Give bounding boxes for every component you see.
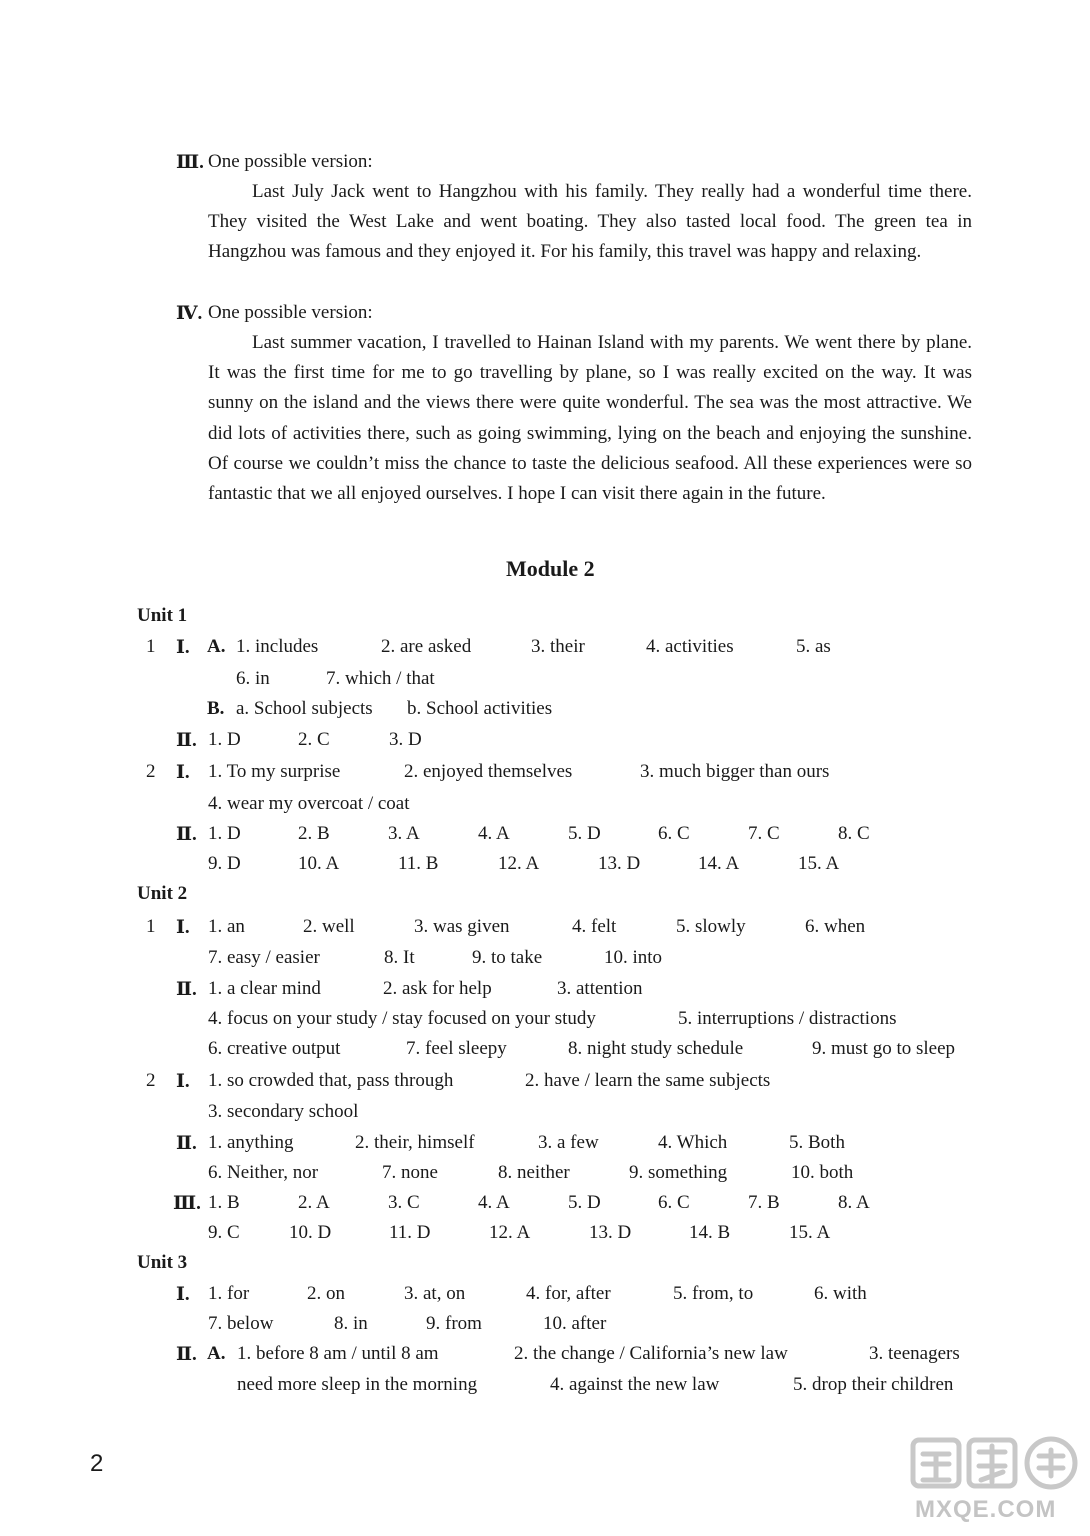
- answer-item: 5. as: [796, 636, 831, 657]
- answer-item: 10. into: [604, 947, 663, 968]
- answer-item: 4. for, after: [526, 1283, 611, 1304]
- answer-item: 1. so crowded that, pass through: [208, 1070, 454, 1091]
- answer-item: 2. enjoyed themselves: [404, 761, 573, 782]
- subpart-label: B.: [207, 698, 225, 719]
- answer-item: 10. both: [791, 1162, 854, 1183]
- answer-item: 7. feel sleepy: [406, 1038, 507, 1059]
- answer-item: 7. none: [382, 1162, 438, 1183]
- part-label: Ⅱ.: [176, 730, 197, 751]
- answer-item: 7. which / that: [326, 668, 435, 689]
- section-heading: One possible version:: [208, 151, 373, 172]
- answer-item: 8. A: [838, 1192, 870, 1213]
- answer-item: 1. To my surprise: [208, 761, 341, 782]
- part-label: Ⅱ.: [176, 1133, 197, 1154]
- part-label: Ⅱ.: [176, 979, 197, 1000]
- answer-item: 15. A: [798, 853, 840, 874]
- module-title: Module 2: [506, 556, 595, 581]
- answer-item: 11. B: [398, 853, 439, 874]
- answer-item: 1. D: [208, 823, 241, 844]
- part-label: Ⅲ.: [173, 1193, 201, 1214]
- answer-item: 5. slowly: [676, 916, 746, 937]
- answer-item: 14. A: [698, 853, 740, 874]
- answer-item: 4. felt: [572, 916, 617, 937]
- answer-item: 1. D: [208, 729, 241, 750]
- answer-item: 1. an: [208, 916, 245, 937]
- part-label: Ⅰ.: [176, 917, 190, 938]
- answer-item: 7. below: [208, 1313, 274, 1334]
- answer-item: 1. a clear mind: [208, 978, 321, 999]
- answer-item: 4. A: [478, 823, 510, 844]
- answer-item: 6. with: [814, 1283, 867, 1304]
- answer-item: 5. D: [568, 1192, 601, 1213]
- watermark-graphic: [905, 1432, 1083, 1494]
- answer-item: 2. their, himself: [355, 1132, 475, 1153]
- answer-item: 2. ask for help: [383, 978, 492, 999]
- answer-item: 6. when: [805, 916, 866, 937]
- answer-item: 13. D: [598, 853, 641, 874]
- answer-item: 9. C: [208, 1222, 240, 1243]
- answer-item: 3. at, on: [404, 1283, 466, 1304]
- unit-heading: Unit 3: [137, 1252, 188, 1273]
- answer-item: 10. A: [298, 853, 340, 874]
- answer-item: 8. neither: [498, 1162, 570, 1183]
- answer-item: 1. B: [208, 1192, 240, 1213]
- answer-item: 2. C: [298, 729, 330, 750]
- answer-item: 1. includes: [236, 636, 319, 657]
- answer-item: 4. Which: [658, 1132, 728, 1153]
- answer-item: 9. to take: [472, 947, 543, 968]
- answer-item: 9. must go to sleep: [812, 1038, 956, 1059]
- answer-item: 2. well: [303, 916, 355, 937]
- answer-item: 3. secondary school: [208, 1101, 359, 1122]
- section-heading: One possible version:: [208, 302, 373, 323]
- subpart-label: A.: [207, 1343, 226, 1364]
- subpart-label: A.: [207, 636, 226, 657]
- answer-item: 8. night study schedule: [568, 1038, 744, 1059]
- watermark-text: MXQE.COM: [915, 1496, 1057, 1523]
- exercise-number: 2: [146, 761, 156, 782]
- part-label: Ⅰ.: [176, 1284, 190, 1305]
- answer-item: 6. creative output: [208, 1038, 341, 1059]
- answer-item: 5. D: [568, 823, 601, 844]
- answer-item: 12. A: [489, 1222, 531, 1243]
- answer-item: 15. A: [789, 1222, 831, 1243]
- answer-item: 3. their: [531, 636, 585, 657]
- answer-item: 3. much bigger than ours: [640, 761, 830, 782]
- answer-item: 6. Neither, nor: [208, 1162, 319, 1183]
- answer-item: 3. C: [388, 1192, 420, 1213]
- answer-item: 3. attention: [557, 978, 643, 999]
- answer-item: 6. C: [658, 1192, 690, 1213]
- answer-item: 14. B: [689, 1222, 731, 1243]
- answer-item: 4. focus on your study / stay focused on your study: [208, 1008, 596, 1029]
- part-label: Ⅰ.: [176, 762, 190, 783]
- part-label: Ⅰ.: [176, 637, 190, 658]
- answer-item: 8. C: [838, 823, 870, 844]
- answer-item: 10. after: [543, 1313, 607, 1334]
- answer-item: 8. It: [384, 947, 415, 968]
- answer-item: 2. have / learn the same subjects: [525, 1070, 771, 1091]
- answer-item: 1. before 8 am / until 8 am: [237, 1343, 439, 1364]
- answer-item: 9. from: [426, 1313, 482, 1334]
- essay-paragraph: Last summer vacation, I travelled to Hainan Island with my parents. We went there by plane. It was the first time for me to go travelling by plane, so I was really excited on the way. It was sunny on the island and the views there were quite wonderful. The sea was the most attractive. We did lots of activities there, such as going swimming, lying on the beach and enjoying the sunshine. Of course we couldn’t miss the chance to taste the delicious seafood. All these experiences were so fantastic that we all enjoyed ourselves. I hope I can visit there again in the future.: [208, 332, 972, 505]
- part-label: Ⅱ.: [176, 1344, 197, 1365]
- section-label-iii: Ⅲ.: [176, 152, 204, 173]
- answer-item: 3. teenagers: [869, 1343, 960, 1364]
- answer-item: 4. wear my overcoat / coat: [208, 793, 410, 814]
- answer-item: 2. the change / California’s new law: [514, 1343, 788, 1364]
- answer-item: 4. A: [478, 1192, 510, 1213]
- unit-heading: Unit 1: [137, 605, 188, 626]
- answer-item: 2. B: [298, 823, 330, 844]
- answer-item: 6. in: [236, 668, 270, 689]
- answer-item: 9. D: [208, 853, 241, 874]
- answer-item: 7. easy / easier: [208, 947, 320, 968]
- exercise-number: 1: [146, 916, 156, 937]
- answer-item: 12. A: [498, 853, 540, 874]
- answer-item: 5. drop their children: [793, 1374, 954, 1395]
- answer-item: 11. D: [389, 1222, 431, 1243]
- answer-item: 5. from, to: [673, 1283, 754, 1304]
- essay-paragraph: Last July Jack went to Hangzhou with his family. They really had a wonderful time there. They visited the West Lake and went boating. They also tasted local food. The green tea in Hangzhou was famous and they enjoyed it. For his family, this travel was happy and relaxing.: [208, 181, 972, 263]
- answer-item: 7. C: [748, 823, 780, 844]
- answer-item: 7. B: [748, 1192, 780, 1213]
- answer-item: 4. activities: [646, 636, 734, 657]
- answer-item: 6. C: [658, 823, 690, 844]
- exercise-number: 1: [146, 636, 156, 657]
- answer-item: 10. D: [289, 1222, 332, 1243]
- answer-item: need more sleep in the morning: [237, 1374, 478, 1395]
- answer-item: 3. A: [388, 823, 420, 844]
- answer-item: b. School activities: [407, 698, 553, 719]
- answer-item: 5. Both: [789, 1132, 845, 1153]
- part-label: Ⅰ.: [176, 1071, 190, 1092]
- answer-item: 8. in: [334, 1313, 368, 1334]
- section-label-iv: Ⅳ.: [176, 303, 203, 324]
- part-label: Ⅱ.: [176, 824, 197, 845]
- answer-item: 2. A: [298, 1192, 330, 1213]
- answer-item: a. School subjects: [236, 698, 373, 719]
- answer-item: 1. for: [208, 1283, 250, 1304]
- answer-item: 5. interruptions / distractions: [678, 1008, 897, 1029]
- answer-item: 2. are asked: [381, 636, 472, 657]
- answer-item: 3. was given: [414, 916, 510, 937]
- answer-item: 3. a few: [538, 1132, 599, 1153]
- watermark-logo: [905, 1432, 1083, 1532]
- answer-item: 4. against the new law: [550, 1374, 720, 1395]
- answer-item: 1. anything: [208, 1132, 294, 1153]
- answer-item: 9. something: [629, 1162, 728, 1183]
- answer-item: 2. on: [307, 1283, 345, 1304]
- answer-item: 13. D: [589, 1222, 632, 1243]
- exercise-number: 2: [146, 1070, 156, 1091]
- answer-item: 3. D: [389, 729, 422, 750]
- unit-heading: Unit 2: [137, 883, 188, 904]
- page-number: 2: [90, 1450, 104, 1477]
